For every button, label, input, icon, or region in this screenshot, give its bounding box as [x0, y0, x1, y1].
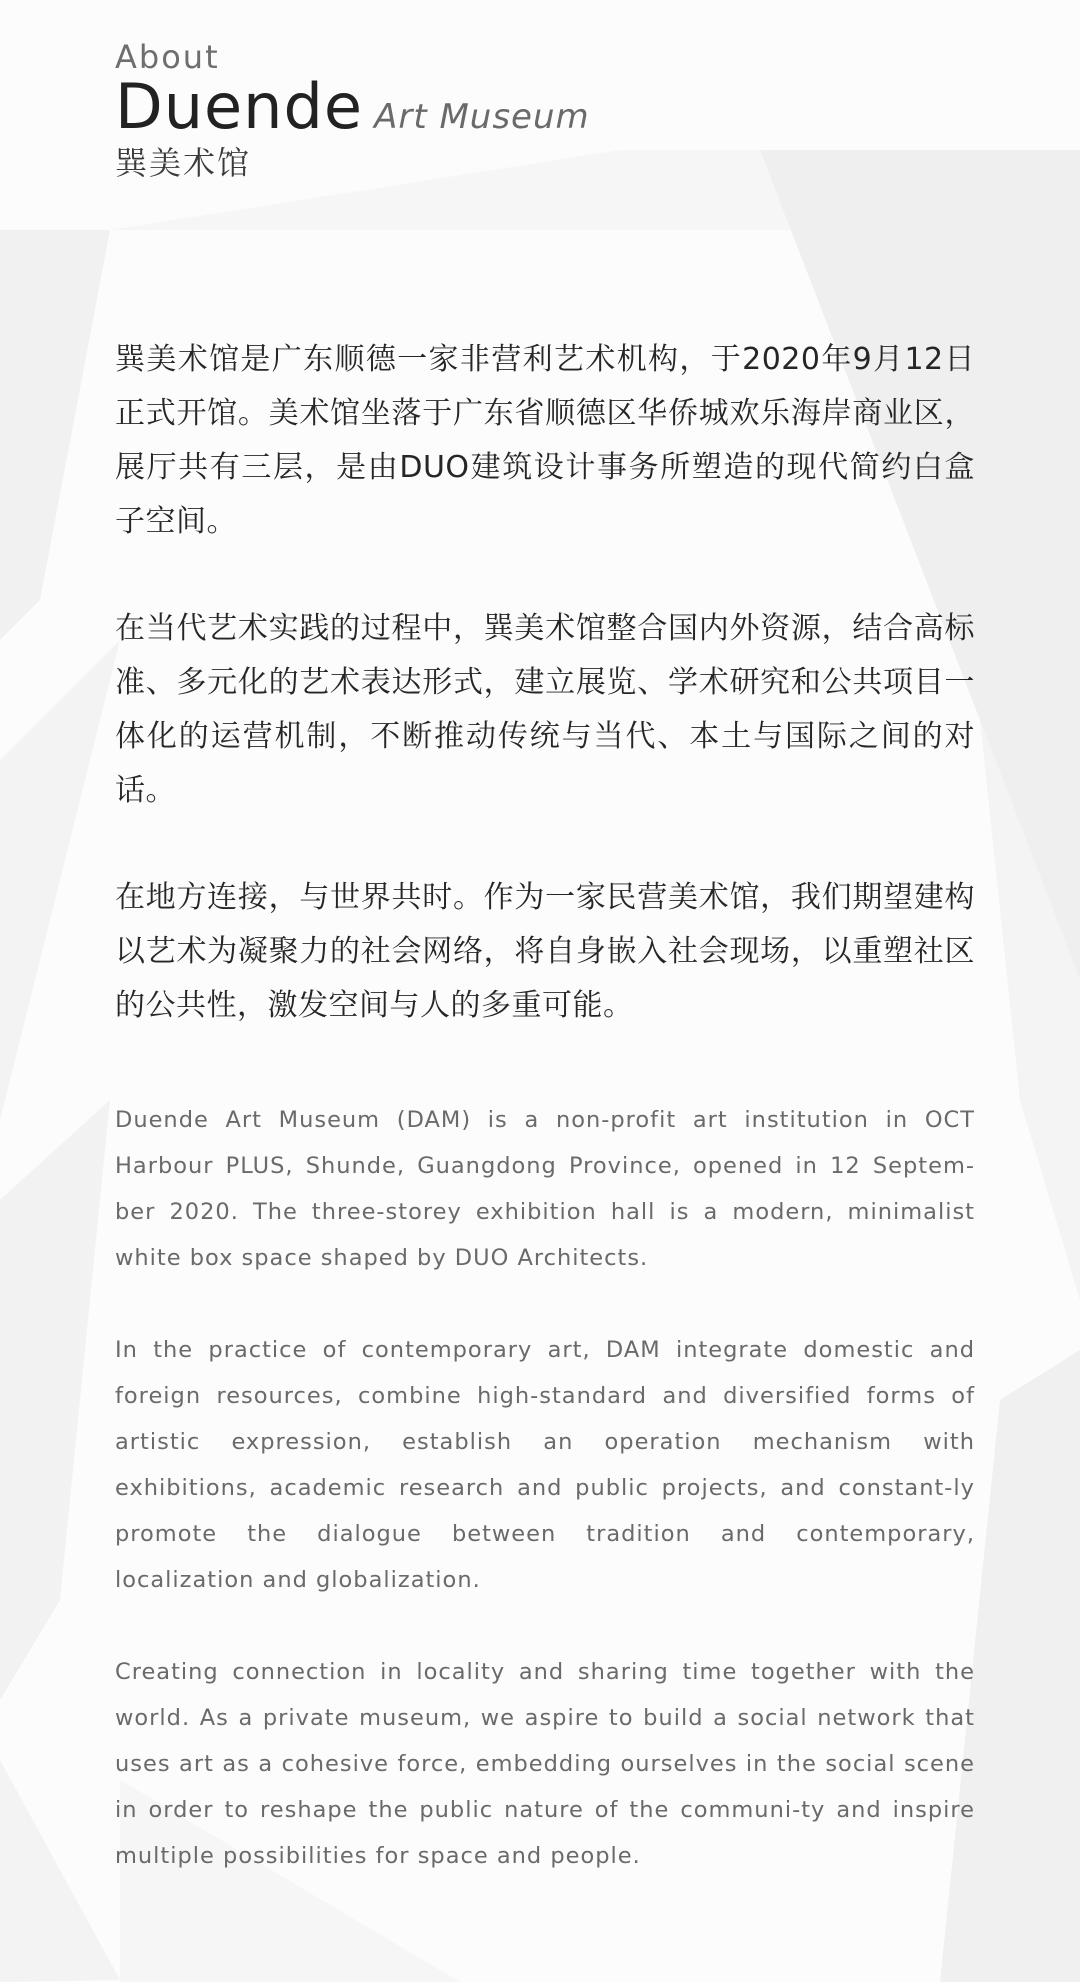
chinese-paragraph: 在当代艺术实践的过程中，巽美术馆整合国内外资源，结合高标准、多元化的艺术表达形式，建立展览、学术研究和公共项目一体化的运营机制，不断推动传统与当代、本土与国际之间的对话。 — [115, 611, 975, 808]
museum-title — [115, 70, 590, 143]
chinese-paragraph: 在地方连接，与世界共时。作为一家民营美术馆，我们期望建构以艺术为凝聚力的社会网络，将自身嵌入社会现场，以重塑社区的公共性，激发空间与人的多重可能。 — [115, 880, 975, 1023]
chinese-description — [115, 333, 975, 1086]
english-description — [115, 1097, 975, 1925]
title-sub: Art Museum — [374, 97, 590, 137]
about-label: About — [115, 38, 220, 76]
chinese-paragraph: 巽美术馆是广东顺德一家非营利艺术机构，于2020年9月12日正式开馆。美术馆坐落于广东省顺德区华侨城欢乐海岸商业区，展厅共有三层，是由DUO建筑设计事务所塑造的现代简约白盒子空间。 — [115, 342, 975, 539]
english-paragraph: Duende Art Museum (DAM) is a non-profit art institution in OCT Harbour PLUS, Shunde, Guangdong Province, opened in 12 Septem-ber 2020. The three-storey exhibition hall is a modern, minimalist white box space shaped by DUO Architects. — [115, 1107, 975, 1271]
title-main: Duende — [115, 70, 363, 143]
english-paragraph: Creating connection in locality and sharing time together with the world. As a private museum, we aspire to build a social network that uses art as a cohesive force, embedding ourselves in the social scene in order to reshape the public nature of the communi-ty and inspire multiple possibilities for space and people. — [115, 1659, 975, 1869]
title-chinese: 巽美术馆 — [115, 144, 252, 182]
english-paragraph: In the practice of contemporary art, DAM integrate domestic and foreign resources, combine high-standard and diversified forms of artistic expression, establish an operation mechanism with exhibitions, academic research and public projects, and constant-ly promote the dialogue between tradition and contemporary, localization and globalization. — [115, 1337, 975, 1593]
